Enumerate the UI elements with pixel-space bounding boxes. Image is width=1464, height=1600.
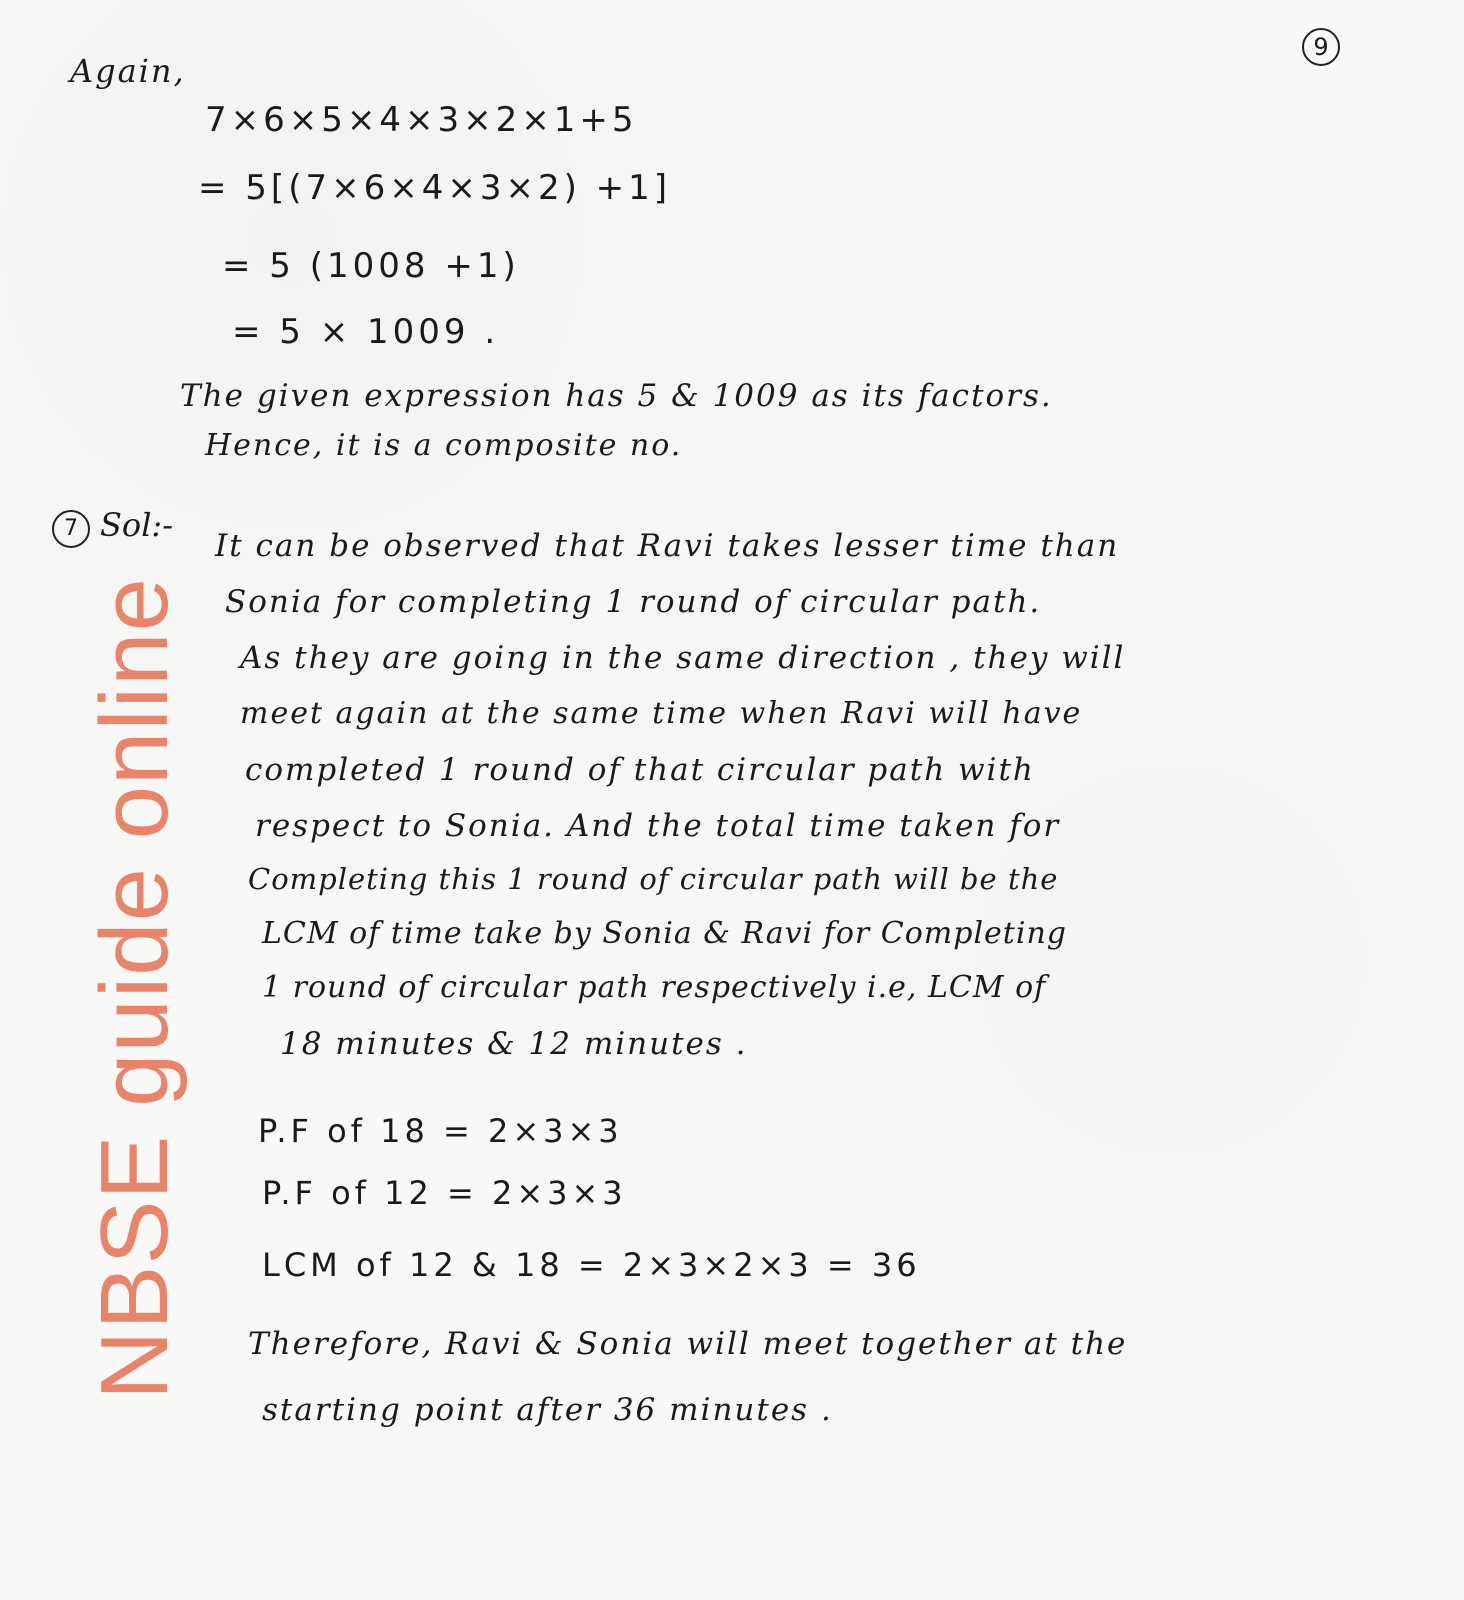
expression-line: 7×6×5×4×3×2×1+5	[205, 100, 638, 140]
paragraph-line: As they are going in the same direction , they will	[240, 640, 1126, 676]
composite-conclusion: Hence, it is a composite no.	[205, 428, 683, 463]
paragraph-line: 18 minutes & 12 minutes .	[280, 1026, 748, 1062]
paragraph-line: LCM of time take by Sonia & Ravi for Completing	[262, 916, 1067, 951]
paragraph-line: Completing this 1 round of circular path will be the	[248, 862, 1059, 896]
conclusion-line: Therefore, Ravi & Sonia will meet together at the	[248, 1326, 1128, 1362]
paragraph-line: meet again at the same time when Ravi will have	[240, 696, 1083, 731]
paragraph-line: Sonia for completing 1 round of circular path.	[225, 584, 1042, 620]
page-number: 9	[1302, 28, 1340, 66]
step-line-3: = 5 × 1009 .	[232, 312, 500, 352]
conclusion-line: starting point after 36 minutes .	[262, 1392, 833, 1428]
step-line-1: = 5[(7×6×4×3×2) +1]	[198, 168, 672, 208]
paragraph-line: respect to Sonia. And the total time taken for	[255, 808, 1061, 844]
solution-label: Sol:-	[100, 506, 174, 544]
watermark-text: NBSE guide online	[81, 577, 188, 1400]
lcm-result: LCM of 12 & 18 = 2×3×2×3 = 36	[262, 1246, 921, 1284]
paragraph-line: completed 1 round of that circular path with	[245, 752, 1035, 788]
question-number: 7	[52, 510, 90, 548]
paragraph-line: 1 round of circular path respectively i.e, LCM of	[262, 970, 1047, 1005]
prime-factorization-18: P.F of 18 = 2×3×3	[258, 1112, 623, 1150]
paragraph-line: It can be observed that Ravi takes lesser time than	[215, 528, 1120, 564]
intro-again: Again,	[70, 52, 186, 90]
factors-statement: The given expression has 5 & 1009 as its factors.	[180, 378, 1053, 414]
prime-factorization-12: P.F of 12 = 2×3×3	[262, 1174, 627, 1212]
step-line-2: = 5 (1008 +1)	[222, 246, 520, 286]
